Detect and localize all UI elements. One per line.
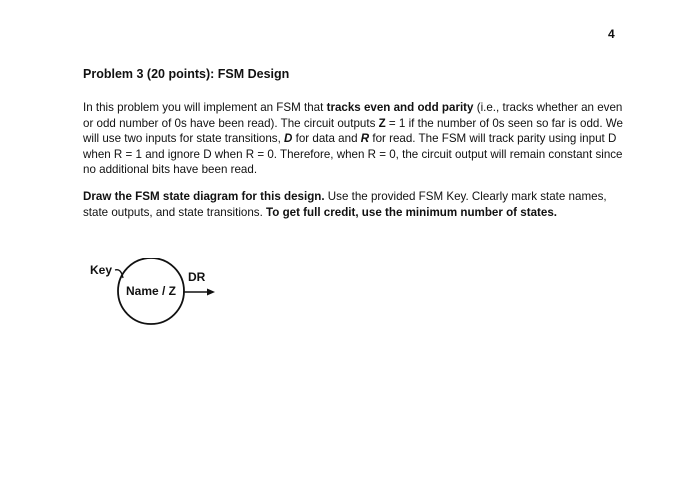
- desc-bold-italic-r: R: [360, 132, 370, 146]
- desc-text-3: = 1 if the number of 0s seen so far is odd. We will use two inputs for state transitions,: [83, 116, 623, 146]
- desc-text-5: for read. The FSM will track parity using input D when R = 1 and ignore D when R = 0. Therefore, when R = 0, the circuit output will remain constant since no additional bits have been read.: [83, 132, 623, 177]
- problem-instructions: [83, 189, 628, 220]
- instr-bold-2: To get full credit, use the minimum number of states.: [266, 205, 557, 219]
- desc-bold-italic-d: D: [284, 132, 293, 146]
- problem-heading: Problem 3 (20 points): FSM Design: [83, 67, 290, 81]
- desc-bold-z: Z: [378, 116, 386, 130]
- desc-text-4: for data and: [292, 132, 361, 146]
- desc-text-1: In this problem you will implement an FSM that: [83, 101, 327, 114]
- desc-text-2: (i.e., tracks whether an even or odd number of 0s have been read). The circuit outputs: [83, 101, 623, 130]
- instr-text-1: Use the provided FSM Key. Clearly mark state names, state outputs, and state transitions.: [83, 190, 607, 219]
- fsm-key-label: Key: [90, 263, 113, 277]
- fsm-transition-label: DR: [188, 270, 206, 284]
- page-number: 4: [608, 27, 615, 41]
- desc-bold-parity: tracks even and odd parity: [326, 101, 474, 114]
- fsm-transition-arrow-head: [207, 289, 215, 296]
- problem-description: [83, 100, 628, 178]
- instr-bold-1: Draw the FSM state diagram for this design.: [83, 190, 325, 203]
- fsm-state-label: Name / Z: [125, 284, 177, 298]
- fsm-key-diagram: [85, 258, 235, 328]
